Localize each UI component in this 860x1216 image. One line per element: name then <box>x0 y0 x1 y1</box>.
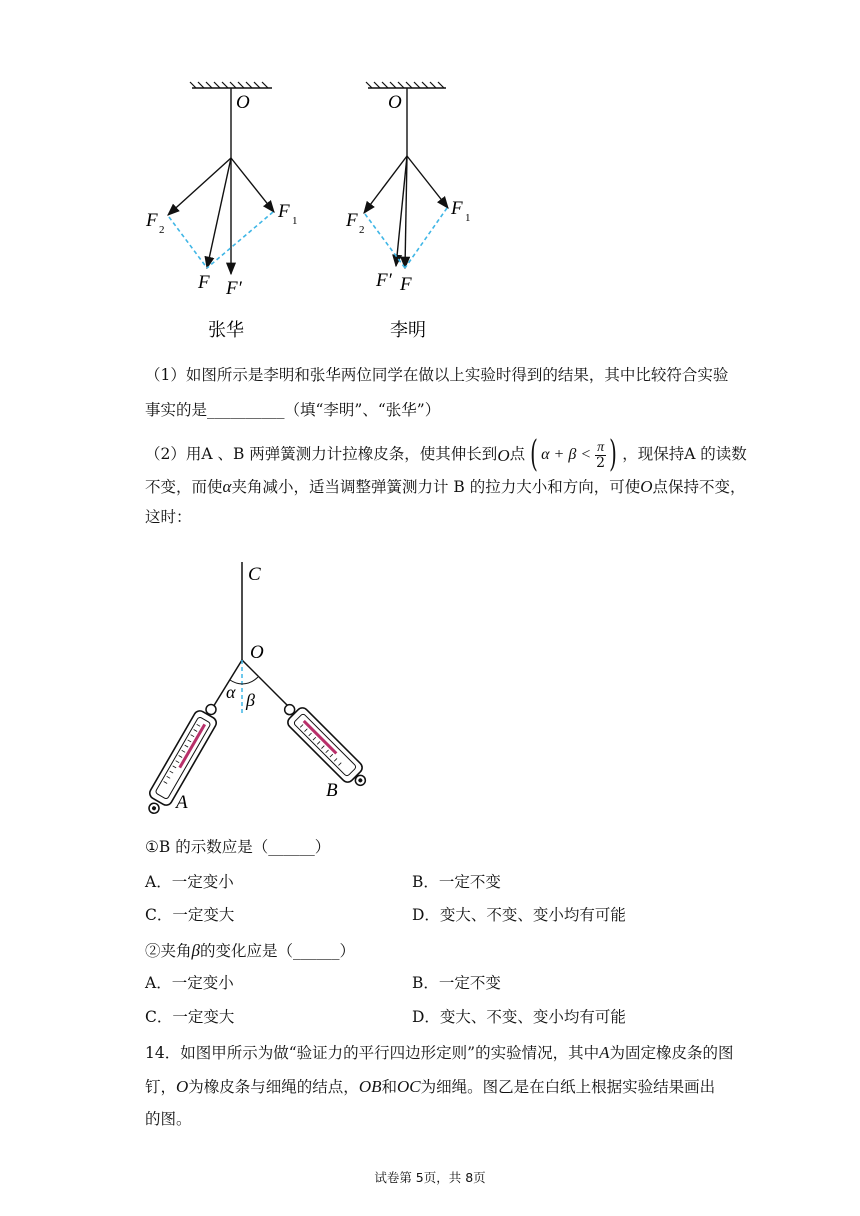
q2-point-o: O <box>497 445 510 465</box>
figure-spring-scales <box>140 560 400 815</box>
q2-pi: π <box>597 439 605 455</box>
q1-line2: 事实的是__________（填“李明”、“张华”） <box>145 401 441 419</box>
caption-liming: 李明 <box>390 320 426 341</box>
page-footer: 试卷第 5页，共 8页 <box>374 1170 486 1185</box>
q14-line2-a: 钉， <box>145 1078 177 1096</box>
q2-alpha: α <box>222 477 232 496</box>
q14-line3: 的图。 <box>145 1110 192 1128</box>
sub1-option-b[interactable]: B．一定不变 <box>412 873 501 891</box>
label-f2: F <box>346 210 358 231</box>
q1-line1: （1）如图所示是李明和张华两位同学在做以上实验时得到的结果，其中比较符合实验 <box>145 366 729 384</box>
spring-scale-b <box>278 698 373 793</box>
label-f1: F <box>451 198 463 219</box>
diagram-liming <box>345 82 471 341</box>
diagram-zhanghua <box>145 82 298 341</box>
label-f1-sub: 1 <box>465 212 471 224</box>
q2-line2-c: 点保持不变， <box>652 478 746 496</box>
q14-line1 <box>145 1044 733 1062</box>
q2-line1 <box>145 434 747 475</box>
sub2-stem <box>145 942 355 960</box>
label-f2-sub: 2 <box>359 224 365 236</box>
label-f1-sub: 1 <box>292 215 298 227</box>
q2-condition: ( α + β < π 2 ) <box>530 434 618 475</box>
q14-point-o: O <box>176 1077 189 1096</box>
label-f2-sub: 2 <box>159 224 165 236</box>
sub2-beta: β <box>191 941 200 960</box>
q14-oc: OC <box>397 1077 421 1096</box>
label-o: O <box>250 642 264 663</box>
figure-parallelogram-results <box>130 78 490 348</box>
q2-line2-a: 不变，而使 <box>145 478 223 496</box>
sub2-option-c[interactable]: C．一定变大 <box>145 1008 235 1026</box>
label-origin: O <box>388 92 402 113</box>
q2-point-o2: O <box>640 477 653 496</box>
label-f: F <box>400 274 412 295</box>
q2-text-2: 点 <box>509 445 526 464</box>
label-f-prime: F′ <box>226 278 242 299</box>
q2-line2-b: 夹角减小，适当调整弹簧测力计 B 的拉力大小和方向，可使 <box>231 478 641 496</box>
q2-line2 <box>145 478 746 496</box>
label-f2: F <box>146 210 158 231</box>
sub1-option-c[interactable]: C．一定变大 <box>145 906 235 924</box>
q2-text-3: ，现保持A 的读数 <box>622 445 747 464</box>
q2-line3: 这时： <box>145 508 192 526</box>
label-origin: O <box>236 92 250 113</box>
q2-two: 2 <box>596 454 606 471</box>
sub2-option-b[interactable]: B．一定不变 <box>412 974 501 992</box>
sub2-option-d[interactable]: D．变大、不变、变小均有可能 <box>412 1008 626 1026</box>
sub1-option-d[interactable]: D．变大、不变、变小均有可能 <box>412 906 626 924</box>
q14-line1-a: 14．如图甲所示为做“验证力的平行四边形定则”的实验情况，其中 <box>145 1044 600 1062</box>
sub2-stem-b: 的变化应是（______） <box>199 942 355 960</box>
label-f-prime: F′ <box>376 270 392 291</box>
label-f: F <box>198 272 210 293</box>
q14-line2-b: 为橡皮条与细绳的结点， <box>188 1078 359 1096</box>
q14-line2-c: 和 <box>381 1078 397 1096</box>
q14-line1-b: 为固定橡皮条的图 <box>609 1044 734 1062</box>
q2-cond-expr: α + β < <box>541 446 592 463</box>
sub1-stem: ①B 的示数应是（______） <box>145 838 331 856</box>
q14-point-a: A <box>599 1043 610 1062</box>
label-alpha: α <box>226 682 236 702</box>
caption-zhanghua: 张华 <box>208 320 244 341</box>
sub1-option-a[interactable]: A．一定变小 <box>145 873 234 891</box>
label-a: A <box>176 792 188 813</box>
sub2-option-a[interactable]: A．一定变小 <box>145 974 234 992</box>
label-b: B <box>326 780 338 801</box>
label-c: C <box>248 564 261 585</box>
q14-ob: OB <box>358 1077 382 1096</box>
q14-line2-d: 为细绳。图乙是在白纸上根据实验结果画出 <box>420 1078 716 1096</box>
label-f1: F <box>278 201 290 222</box>
q14-line2 <box>145 1078 715 1096</box>
label-beta: β <box>246 690 255 710</box>
q2-text-1: （2）用A 、B 两弹簧测力计拉橡皮条，使其伸长到 <box>145 445 498 464</box>
sub2-stem-a: ②夹角 <box>145 942 192 960</box>
